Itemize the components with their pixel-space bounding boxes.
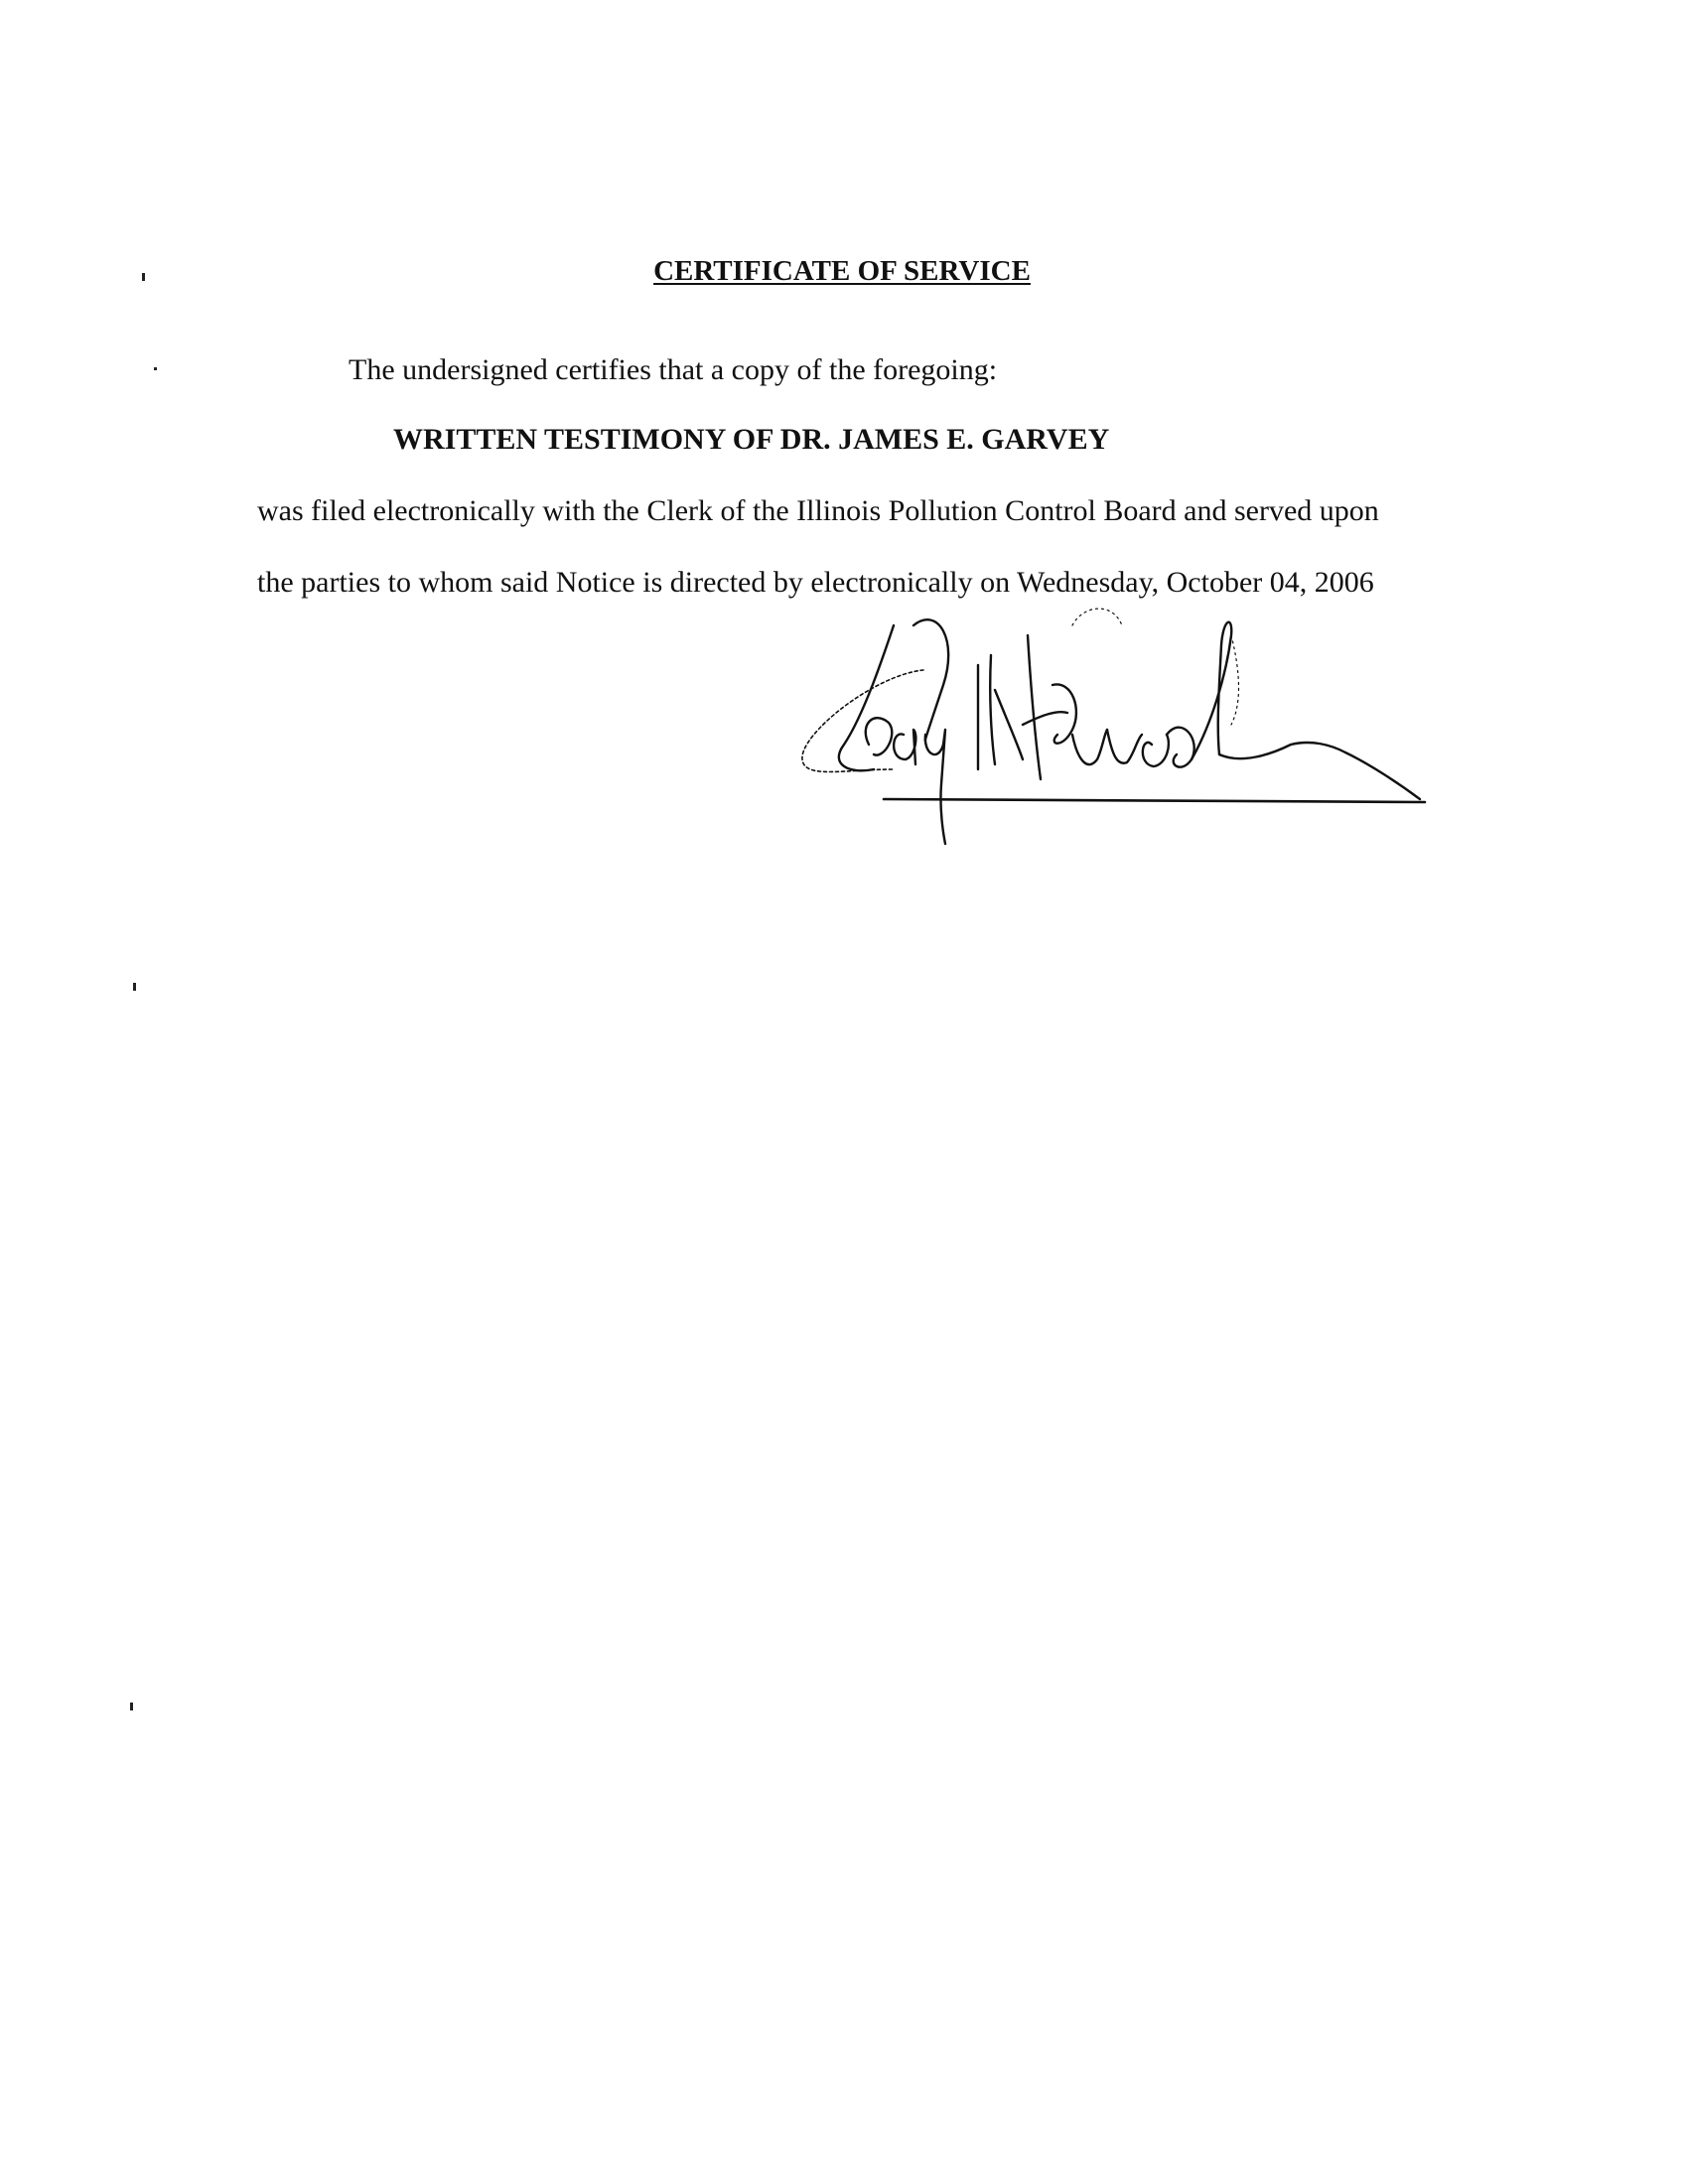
certificate-heading-text: CERTIFICATE OF SERVICE: [653, 255, 1031, 287]
margin-mark: [142, 273, 145, 281]
body-text-line-2: the parties to whom said Notice is directed by electronically on Wednesday, October 04, 2006: [257, 566, 1374, 599]
document-title: WRITTEN TESTIMONY OF DR. JAMES E. GARVEY: [393, 423, 1110, 456]
margin-mark: [130, 1703, 133, 1710]
margin-mark: [154, 367, 157, 370]
handwritten-signature-icon: [774, 596, 1430, 854]
certificate-heading: [0, 255, 1684, 288]
body-text-line-1: was filed electronically with the Clerk of the Illinois Pollution Control Board and served upon: [257, 494, 1379, 527]
intro-text: The undersigned certifies that a copy of the foregoing:: [349, 353, 998, 386]
margin-mark: [133, 983, 136, 991]
